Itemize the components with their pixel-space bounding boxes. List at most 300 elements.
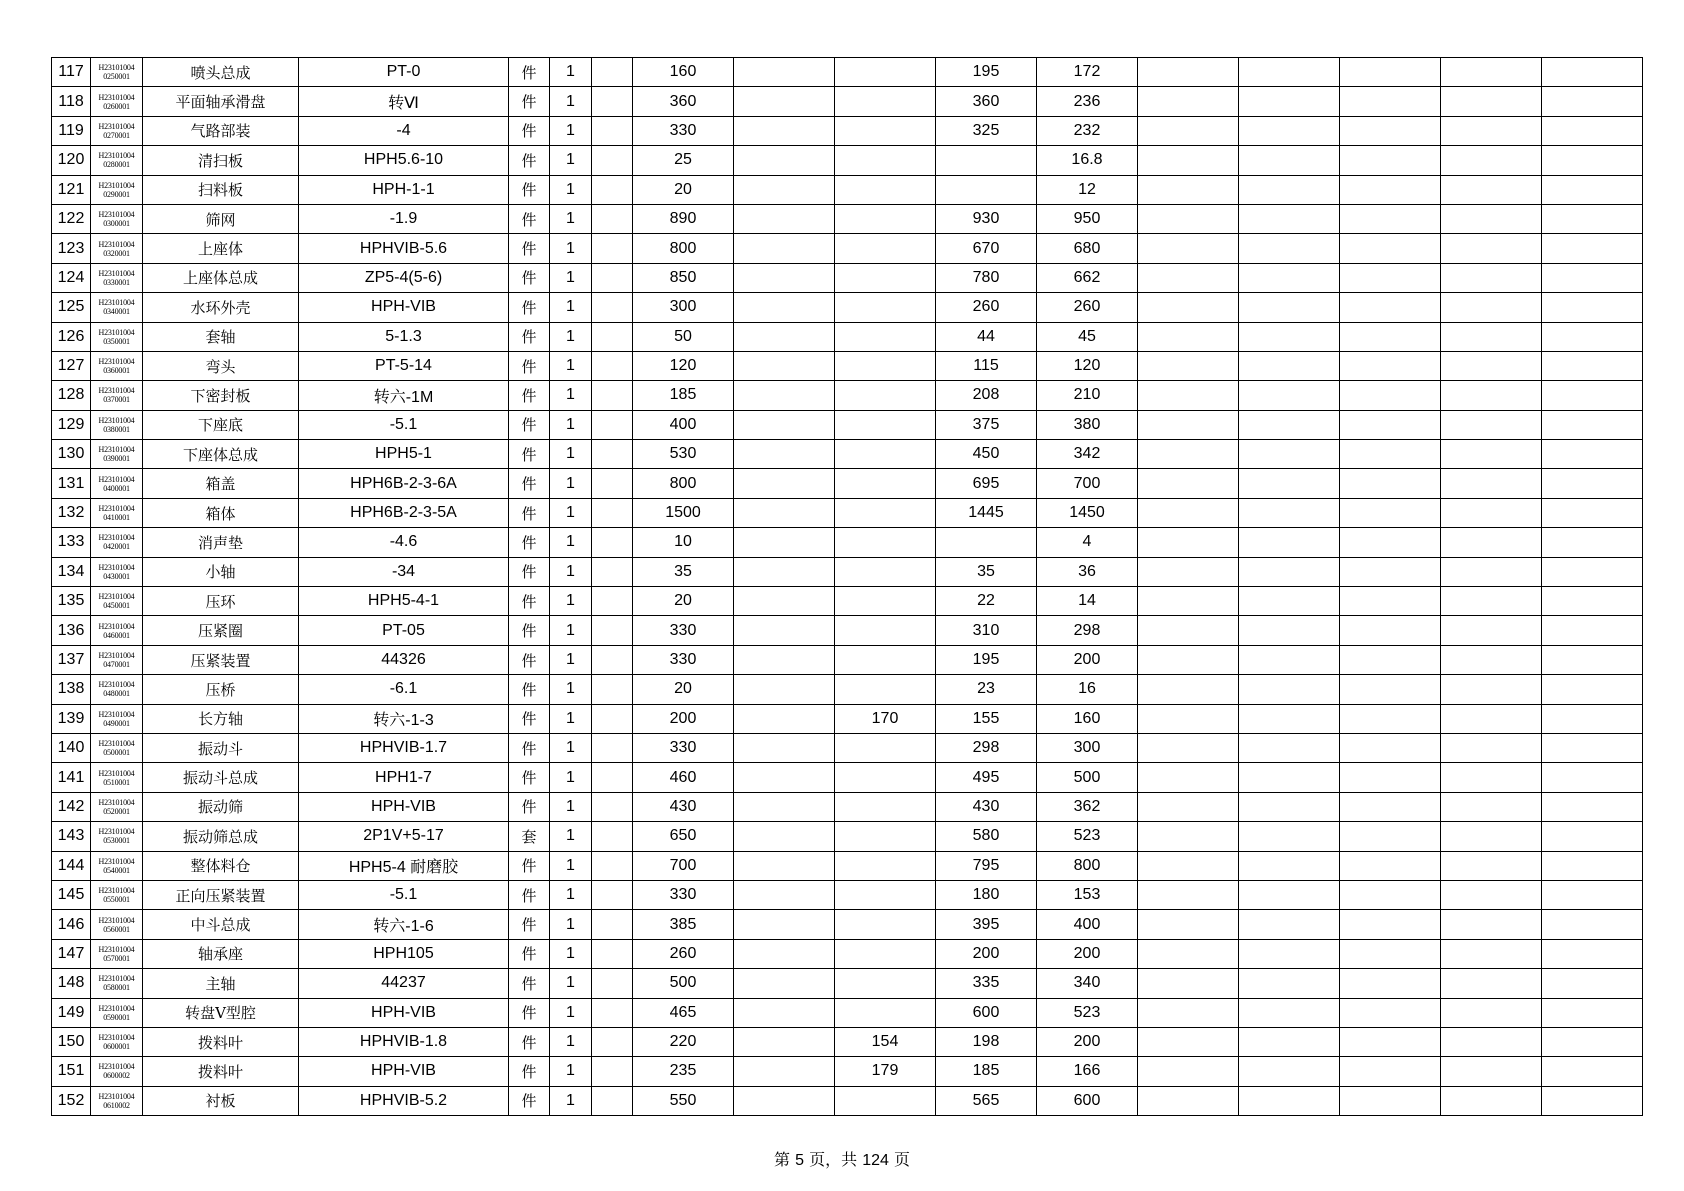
price-d: 120 [1037,351,1138,380]
price-d: 342 [1037,440,1138,469]
part-spec: 转六-1M [299,381,509,410]
unit: 件 [509,263,550,292]
blank-cell [1239,587,1340,616]
table-row [52,351,1643,380]
blank-cell [1138,234,1239,263]
part-name: 压紧圈 [143,616,299,645]
blank-cell [592,616,633,645]
unit: 件 [509,410,550,439]
part-code-line: H23101004 [98,856,135,866]
blank-cell [1239,616,1340,645]
blank-cell [1138,263,1239,292]
blank-cell [1542,675,1643,704]
part-name: 整体料仓 [143,851,299,880]
part-name: 压紧装置 [143,645,299,674]
blank-cell [1542,410,1643,439]
blank-cell [1239,234,1340,263]
blank-cell [1340,293,1441,322]
blank-cell [1138,1057,1239,1086]
row-number: 137 [52,645,91,674]
part-code-line: H23101004 [98,445,135,455]
price: 430 [633,792,734,821]
price: 185 [633,381,734,410]
price-b [835,234,936,263]
price-b [835,998,936,1027]
quantity: 1 [550,469,592,498]
quantity: 1 [550,969,592,998]
row-number: 117 [52,58,91,87]
part-code-line: 0490001 [103,718,130,728]
blank-cell [1239,733,1340,762]
part-code-line: H23101004 [98,651,135,660]
quantity: 1 [550,910,592,939]
blank-cell [1239,528,1340,557]
table-row [52,704,1643,733]
part-code-line: H23101004 [98,1091,135,1101]
blank-cell [1340,645,1441,674]
blank-cell [1441,322,1542,351]
part-spec: HPH-1-1 [299,175,509,204]
blank-cell [1340,351,1441,380]
part-name: 筛网 [143,204,299,233]
unit: 件 [509,645,550,674]
price-d: 16.8 [1037,146,1138,175]
part-spec: PT-5-14 [299,351,509,380]
price-b: 170 [835,704,936,733]
part-code-line: 0270001 [103,130,130,140]
part-code-line: H23101004 [98,797,135,807]
blank-cell [734,645,835,674]
blank-cell [1340,792,1441,821]
blank-cell [592,58,633,87]
blank-cell [734,587,835,616]
price: 330 [633,616,734,645]
price-d: 523 [1037,998,1138,1027]
part-code-line: 0260001 [103,101,130,111]
part-code [91,175,143,204]
part-code-line: 0540001 [103,865,130,875]
part-code-line: 0380001 [103,424,130,434]
blank-cell [1542,146,1643,175]
unit: 件 [509,528,550,557]
blank-cell [1441,410,1542,439]
table-row [52,498,1643,527]
blank-cell [1542,175,1643,204]
price: 25 [633,146,734,175]
price: 20 [633,675,734,704]
blank-cell [734,939,835,968]
price-c: 208 [936,381,1037,410]
blank-cell [1239,498,1340,527]
blank-cell [1239,851,1340,880]
footer-mid: 页，共 [809,1150,858,1169]
quantity: 1 [550,1027,592,1056]
quantity: 1 [550,204,592,233]
blank-cell [592,293,633,322]
price-c: 450 [936,440,1037,469]
part-spec: HPH-VIB [299,792,509,821]
blank-cell [1441,733,1542,762]
part-spec: ZP5-4(5-6) [299,263,509,292]
quantity: 1 [550,704,592,733]
part-code [91,910,143,939]
blank-cell [592,645,633,674]
part-spec: PT-0 [299,58,509,87]
part-code [91,733,143,762]
blank-cell [1542,763,1643,792]
price: 220 [633,1027,734,1056]
unit: 件 [509,733,550,762]
price-b [835,293,936,322]
part-code-line: H23101004 [98,1003,135,1013]
blank-cell [1239,440,1340,469]
part-name: 下密封板 [143,381,299,410]
price: 120 [633,351,734,380]
part-code-line: 0590001 [103,1012,130,1022]
blank-cell [734,763,835,792]
blank-cell [1542,87,1643,116]
blank-cell [1239,822,1340,851]
quantity: 1 [550,263,592,292]
price-d: 153 [1037,880,1138,909]
blank-cell [592,1057,633,1086]
price-b [835,675,936,704]
part-code [91,880,143,909]
part-spec: 5-1.3 [299,322,509,351]
part-name: 拨料叶 [143,1027,299,1056]
footer-suffix: 页 [894,1150,911,1169]
unit: 件 [509,851,550,880]
blank-cell [1441,293,1542,322]
blank-cell [1340,557,1441,586]
unit: 件 [509,498,550,527]
part-code-line: H23101004 [98,1033,135,1043]
blank-cell [1239,116,1340,145]
blank-cell [734,822,835,851]
price-b: 179 [835,1057,936,1086]
part-code-line: H23101004 [98,239,135,249]
part-code-line: 0400001 [103,483,130,493]
table-row [52,910,1643,939]
row-number: 129 [52,410,91,439]
part-code [91,293,143,322]
blank-cell [1340,998,1441,1027]
price-b [835,910,936,939]
blank-cell [1542,234,1643,263]
part-code [91,322,143,351]
price-d: 36 [1037,557,1138,586]
blank-cell [1239,204,1340,233]
part-code-line: 0570001 [103,953,130,963]
price-c: 195 [936,58,1037,87]
table-row [52,822,1643,851]
part-spec: -34 [299,557,509,586]
price-d: 232 [1037,116,1138,145]
part-code-line: H23101004 [98,268,135,278]
part-name: 小轴 [143,557,299,586]
price: 35 [633,557,734,586]
blank-cell [1542,528,1643,557]
price: 20 [633,587,734,616]
quantity: 1 [550,880,592,909]
blank-cell [1239,939,1340,968]
price-d: 500 [1037,763,1138,792]
quantity: 1 [550,58,592,87]
part-name: 衬板 [143,1086,299,1115]
part-name: 气路部装 [143,116,299,145]
blank-cell [592,234,633,263]
row-number: 146 [52,910,91,939]
price-d: 160 [1037,704,1138,733]
blank-cell [1441,939,1542,968]
price-b [835,116,936,145]
price-d: 260 [1037,293,1138,322]
price-c: 930 [936,204,1037,233]
price-b [835,204,936,233]
price-d: 380 [1037,410,1138,439]
price-c: 35 [936,557,1037,586]
blank-cell [592,204,633,233]
table-body [52,58,1643,1116]
blank-cell [734,175,835,204]
price: 330 [633,645,734,674]
unit: 件 [509,675,550,704]
part-spec: HPH5-4-1 [299,587,509,616]
part-code [91,1086,143,1115]
row-number: 120 [52,146,91,175]
blank-cell [1138,998,1239,1027]
quantity: 1 [550,440,592,469]
blank-cell [1138,146,1239,175]
part-code-line: H23101004 [98,915,135,925]
price-d: 300 [1037,733,1138,762]
quantity: 1 [550,528,592,557]
blank-cell [1441,498,1542,527]
blank-cell [1239,880,1340,909]
table-row [52,440,1643,469]
part-code-line: 0520001 [103,806,130,816]
part-code [91,763,143,792]
blank-cell [592,351,633,380]
blank-cell [734,469,835,498]
part-code-line: H23101004 [98,327,135,337]
blank-cell [734,1027,835,1056]
price-b [835,587,936,616]
blank-cell [1340,58,1441,87]
page-footer [0,1147,1684,1170]
blank-cell [1138,204,1239,233]
part-code-line: 0420001 [103,542,130,552]
part-code [91,557,143,586]
part-code-line: 0470001 [103,660,130,669]
blank-cell [1138,175,1239,204]
quantity: 1 [550,998,592,1027]
unit: 件 [509,998,550,1027]
table-row [52,969,1643,998]
part-code-line: 0460001 [103,630,130,640]
part-code [91,58,143,87]
blank-cell [592,175,633,204]
unit: 件 [509,1027,550,1056]
row-number: 135 [52,587,91,616]
blank-cell [1138,880,1239,909]
quantity: 1 [550,175,592,204]
blank-cell [1542,587,1643,616]
blank-cell [1340,410,1441,439]
blank-cell [1441,969,1542,998]
part-code-line: 0560001 [103,924,130,934]
part-code-line: 0550001 [103,895,130,905]
price-c: 430 [936,792,1037,821]
price-b [835,87,936,116]
blank-cell [1239,175,1340,204]
blank-cell [1138,87,1239,116]
part-code [91,410,143,439]
part-name: 压环 [143,587,299,616]
part-name: 扫料板 [143,175,299,204]
blank-cell [592,116,633,145]
price-c: 185 [936,1057,1037,1086]
part-code [91,851,143,880]
blank-cell [1441,87,1542,116]
part-code-line: H23101004 [98,415,135,425]
blank-cell [1239,1057,1340,1086]
blank-cell [734,792,835,821]
price-d: 400 [1037,910,1138,939]
blank-cell [1542,116,1643,145]
quantity: 1 [550,645,592,674]
quantity: 1 [550,763,592,792]
table-row [52,851,1643,880]
part-code-line: H23101004 [98,886,135,896]
quantity: 1 [550,1057,592,1086]
blank-cell [1441,528,1542,557]
blank-cell [734,1057,835,1086]
current-page: 5 [795,1152,804,1169]
price-d: 700 [1037,469,1138,498]
blank-cell [1138,498,1239,527]
price-d: 16 [1037,675,1138,704]
price: 890 [633,204,734,233]
table-row [52,293,1643,322]
part-code [91,528,143,557]
quantity: 1 [550,587,592,616]
quantity: 1 [550,498,592,527]
price-c: 155 [936,704,1037,733]
blank-cell [592,263,633,292]
table-row [52,1027,1643,1056]
part-code-line: H23101004 [98,1062,135,1072]
blank-cell [1441,792,1542,821]
part-code-line: H23101004 [98,680,135,690]
row-number: 130 [52,440,91,469]
table-row [52,469,1643,498]
table-row [52,763,1643,792]
part-name: 消声垫 [143,528,299,557]
price-c: 495 [936,763,1037,792]
part-spec: HPH-VIB [299,998,509,1027]
blank-cell [1441,469,1542,498]
price: 650 [633,822,734,851]
blank-cell [1340,1027,1441,1056]
part-code-line: 0340001 [103,307,130,317]
price-b [835,763,936,792]
unit: 件 [509,440,550,469]
blank-cell [1340,528,1441,557]
part-name: 下座体总成 [143,440,299,469]
part-name: 振动筛总成 [143,822,299,851]
part-code [91,204,143,233]
price-b [835,851,936,880]
part-code [91,469,143,498]
blank-cell [592,675,633,704]
price-d: 200 [1037,939,1138,968]
blank-cell [592,498,633,527]
part-code [91,498,143,527]
blank-cell [734,1086,835,1115]
blank-cell [1239,557,1340,586]
price-b [835,822,936,851]
blank-cell [1138,528,1239,557]
row-number: 131 [52,469,91,498]
blank-cell [1340,675,1441,704]
price-d: 45 [1037,322,1138,351]
part-code [91,1027,143,1056]
table-row [52,675,1643,704]
blank-cell [734,116,835,145]
part-code [91,792,143,821]
part-spec: HPH6B-2-3-6A [299,469,509,498]
price-b [835,469,936,498]
blank-cell [734,675,835,704]
table-row [52,146,1643,175]
price-d: 600 [1037,1086,1138,1115]
price-c: 335 [936,969,1037,998]
part-spec: HPHVIB-1.8 [299,1027,509,1056]
price-b [835,322,936,351]
price-c: 22 [936,587,1037,616]
blank-cell [592,733,633,762]
blank-cell [1138,733,1239,762]
blank-cell [1340,880,1441,909]
row-number: 127 [52,351,91,380]
row-number: 136 [52,616,91,645]
price-c: 180 [936,880,1037,909]
price: 330 [633,880,734,909]
price-b [835,616,936,645]
blank-cell [1542,792,1643,821]
price: 530 [633,440,734,469]
row-number: 134 [52,557,91,586]
part-code-line: 0360001 [103,366,130,376]
price-c: 310 [936,616,1037,645]
row-number: 121 [52,175,91,204]
price: 300 [633,293,734,322]
part-spec: HPHVIB-1.7 [299,733,509,762]
blank-cell [592,146,633,175]
table-row [52,410,1643,439]
price: 800 [633,234,734,263]
blank-cell [1542,557,1643,586]
part-name: 上座体 [143,234,299,263]
quantity: 1 [550,616,592,645]
table-row [52,528,1643,557]
blank-cell [1542,1086,1643,1115]
blank-cell [1441,616,1542,645]
blank-cell [592,851,633,880]
blank-cell [1542,351,1643,380]
row-number: 122 [52,204,91,233]
